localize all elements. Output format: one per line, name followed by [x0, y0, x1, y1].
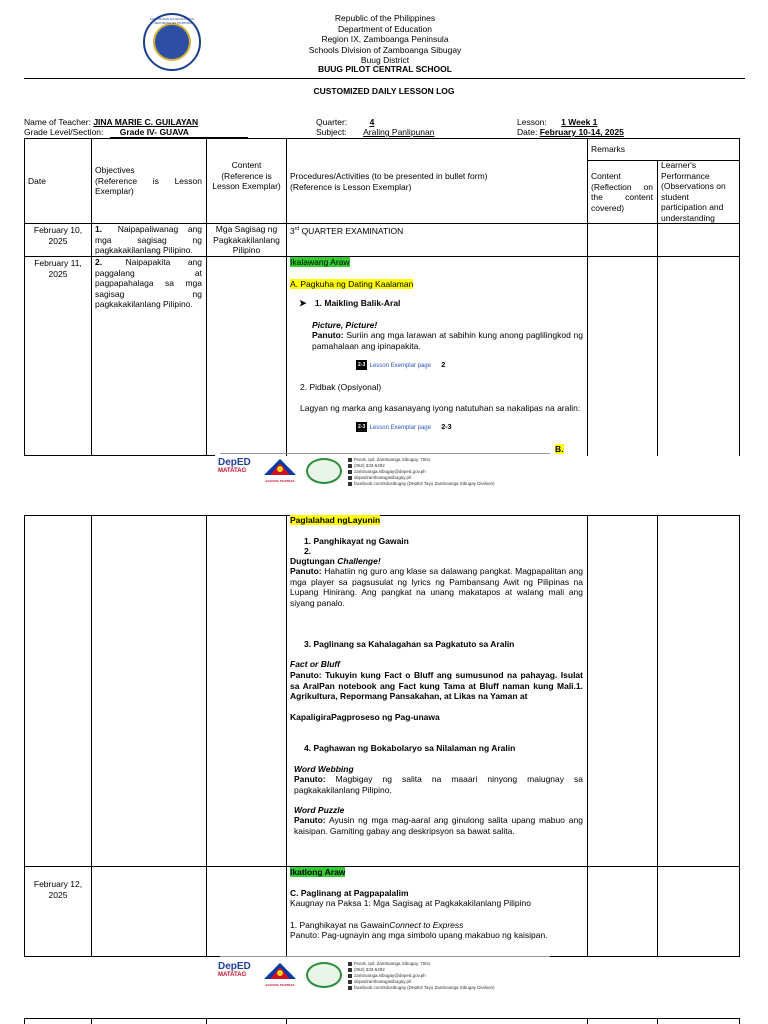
item-1-heading-text: 1. Maikling Balik-Aral	[314, 298, 401, 308]
item-1-heading	[299, 298, 400, 309]
exemplar-badge-2: 2-3	[356, 422, 367, 433]
page-2-top	[24, 515, 739, 516]
section-c-subtitle: Kaugnay na Paksa 1: Mga Sagisag at Pagkakakilanlang Pilipino	[290, 898, 531, 908]
challenge-word: Challenge!	[337, 556, 381, 566]
header-line-4: Schools Division of Zamboanga Sibugay	[308, 44, 462, 55]
p3-col-line-1	[24, 1018, 25, 1024]
globe-icon	[348, 476, 352, 480]
col-line-1	[24, 138, 25, 456]
row-1-objective-number: 1.	[95, 224, 103, 234]
exemplar-link-1[interactable]: Lesson Exemplar page	[369, 363, 431, 369]
location-icon	[348, 458, 352, 462]
p3-col-line-3	[206, 1018, 207, 1024]
subject-info	[316, 127, 434, 137]
col-header-learner-performance: Learner's Performance (Observations on student participation and understanding	[661, 160, 726, 223]
p2-col-line-6	[657, 515, 658, 957]
exemplar-page-2: 2-3	[441, 424, 452, 431]
footer-1-rule	[220, 453, 550, 454]
row-2-objective-number: 2.	[95, 257, 103, 267]
exemplar-page-1: 2	[441, 362, 446, 369]
col-header-objectives: Objectives (Reference is Lesson Exemplar)	[95, 165, 202, 196]
b-item-1: 1. Panghikayat ng Gawain	[304, 536, 409, 546]
footer-2-address-text: Purok, Ipil, Zamboanga Sibugay, 7001	[354, 961, 431, 966]
row-1-proc-num: 3	[290, 225, 295, 236]
col-header-procedures: Procedures/Activities (to be presented in bullet form) (Reference is Lesson Exemplar)	[290, 171, 488, 192]
section-b-marker	[555, 444, 564, 455]
fact-or-bluff-panuto: Panuto:	[290, 670, 322, 680]
word-webbing-title: Word Webbing	[294, 764, 354, 774]
subject-value: Araling Panlipunan	[363, 127, 435, 137]
teacher-value: JINA MARIE C. GUILAYAN	[93, 117, 199, 127]
col-line-6	[657, 160, 658, 456]
footer-1-division-seal	[306, 458, 342, 484]
location-icon	[348, 962, 352, 966]
p2-col-line-7	[739, 515, 740, 957]
c-item-1-italic: Connect to Express	[389, 920, 464, 930]
section-a-highlight: A. Pagkuha ng Dating Kaalaman	[290, 279, 414, 289]
word-webbing-desc	[294, 774, 583, 795]
facebook-icon	[348, 482, 352, 486]
day-2-highlight: Ikalawang Araw	[290, 257, 350, 267]
footer-2-phone-text: (062) 333-5492	[354, 967, 385, 972]
lesson-info	[517, 117, 601, 127]
row-1-content: Mga Sagisag ng Pagkakakilanlang Pilipino	[213, 224, 280, 255]
c-panuto: Panuto: Pag-ugnayin ang mga simbolo upang makabuo ng kaisipan.	[290, 930, 548, 940]
grade-info	[24, 127, 189, 137]
deped-seal-center	[153, 23, 191, 61]
panuto-label: Panuto:	[312, 330, 344, 340]
footer-2-division-seal	[306, 962, 342, 988]
footer-1-website-text[interactable]: depedzamboangasibugay.ph	[354, 475, 412, 480]
p3-col-line-2	[91, 1018, 92, 1024]
word-puzzle-panuto: Panuto:	[294, 815, 326, 825]
header-line-1: Republic of the Philippines	[334, 13, 436, 23]
header-line-5: Buug District	[360, 55, 410, 65]
footer-1-email-text[interactable]: zamboanga.sibugay@deped.gov.ph	[354, 469, 426, 474]
quarter-label: Quarter:	[316, 117, 348, 127]
footer-2-bagong-text: BAGONG PILIPINAS	[265, 983, 295, 987]
school-name: BUUG PILOT CENTRAL SCHOOL	[318, 64, 452, 74]
col-line-3	[206, 138, 207, 456]
day-2-label	[290, 257, 350, 268]
col-line-2	[91, 138, 92, 456]
row-1-objective	[95, 224, 202, 256]
footer-2-deped-logo	[218, 962, 258, 988]
dugtungan-desc	[290, 566, 583, 608]
footer-1-address-text: Purok, Ipil, Zamboanga Sibugay, 7001	[354, 457, 431, 462]
footer-1-deped-logo	[218, 458, 258, 484]
footer-1-phone-text: (062) 333-5492	[354, 463, 385, 468]
bagong-pilipinas-emblem-icon	[262, 457, 298, 477]
dugtungan-word: Dugtungan	[290, 556, 335, 566]
deped-seal-lettering: KAGAWARAN NG EDUKASYON · REPUBLIKA NG PILIPINAS	[149, 17, 195, 25]
footer-1-bagong-pilipinas-logo	[262, 457, 298, 485]
header-line-3: Region IX, Zamboanga Peninsula	[321, 34, 449, 44]
b-item-4: 4. Paghawan ng Bokabolaryo sa Nilalaman ng Aralin	[304, 743, 516, 753]
p2-col-line-2	[91, 515, 92, 957]
c-item-1-text: 1. Panghikayat na Gawain	[290, 920, 390, 930]
footer-2-matatag-text: MATATAG	[218, 972, 247, 978]
page-3-top	[24, 1018, 739, 1019]
row-2-bottom-left	[24, 455, 215, 456]
row-1-proc-text: QUARTER EXAMINATION	[301, 225, 404, 236]
dugtungan-text: Hahatiin ng guro ang klase sa dalawang pangkat. Magpapalitan ang mga player sa pagsusulat ng lyrics ng Pambansang Awit ng Pilipinas na Lupang Hinirang. Ang pangkat na unang makatapos at walang mali ang siyang panalo.	[290, 566, 583, 608]
grade-value: Grade IV- GUAVA	[119, 127, 189, 137]
header-divider	[24, 78, 745, 79]
p3-col-line-7	[739, 1018, 740, 1024]
section-b-title-text: Paglalahad ngLayunin	[290, 515, 381, 525]
day-3-label	[290, 867, 345, 878]
table-border-top	[24, 138, 739, 139]
footer-2-rule	[220, 956, 550, 957]
grade-label: Grade Level/Section:	[24, 127, 104, 137]
exemplar-link-2[interactable]: Lesson Exemplar page	[369, 425, 431, 431]
p3-col-line-6	[657, 1018, 658, 1024]
word-puzzle-desc	[294, 815, 583, 836]
footer-2-contacts	[348, 961, 495, 991]
date-info	[517, 127, 624, 137]
footer-2-email-text[interactable]: zamboanga.sibugay@deped.gov.ph	[354, 973, 426, 978]
email-icon	[348, 974, 352, 978]
p2-col-line-3	[206, 515, 207, 957]
day-3-highlight: Ikatlong Araw	[290, 867, 346, 877]
col-header-remarks-content: Content (Reflection on the content covered)	[591, 171, 653, 213]
b-item-2: 2.	[304, 546, 312, 556]
word-puzzle-title: Word Puzzle	[294, 805, 345, 815]
footer-1-bagong-text: BAGONG PILIPINAS	[265, 479, 295, 483]
col-line-4	[286, 138, 287, 456]
footer-2-facebook	[348, 985, 495, 991]
footer-1-matatag-text: MATATAG	[218, 468, 247, 474]
exemplar-ref-1	[356, 359, 445, 372]
p3-col-line-5	[587, 1018, 588, 1024]
picture-activity-desc	[312, 330, 583, 351]
page-2-row-divider	[24, 866, 739, 867]
col-line-7	[739, 138, 740, 456]
b-item-3: 3. Paglinang sa Kahalagahan sa Pagkatuto sa Aralin	[304, 639, 515, 649]
row-2-objective-text: Naipapakita ang paggalang at pagpapahalaga sa mga sagisag ng pagkakakilanlang Pilipino.	[95, 257, 202, 309]
col-header-date: Date	[28, 176, 46, 186]
footer-2-deped-text: DepED	[218, 961, 251, 972]
p2-col-line-5	[587, 515, 588, 957]
lesson-value: 1 Week 1	[561, 117, 598, 127]
phone-icon	[348, 464, 352, 468]
phone-icon	[348, 968, 352, 972]
c-item-1	[290, 920, 463, 931]
section-b-title	[290, 515, 380, 526]
col-header-remarks: Remarks	[591, 144, 626, 154]
item-2-desc: Lagyan ng marka ang kasanayang iyong natutuhan sa nakalipas na aralin:	[300, 403, 581, 413]
dugtungan-title	[290, 556, 381, 567]
footer-2-facebook-text[interactable]: facebook.com/sdosibugay (DepEd Tayo Zamboanga Sibugay Division)	[354, 985, 495, 990]
fact-or-bluff-desc	[290, 670, 583, 702]
page-title: CUSTOMIZED DAILY LESSON LOG	[313, 86, 455, 96]
word-puzzle-text: Ayusin ng mga mag-aaral ang ginulong salita upang mabuo ang kaisipan. Gamiting gabay ang deskripsyon sa bawat salita.	[294, 815, 583, 836]
footer-1-facebook	[348, 481, 495, 487]
p2-col-line-1	[24, 515, 25, 957]
row-3-date: February 12, 2025	[33, 879, 83, 900]
date-label: Date:	[517, 127, 538, 137]
section-b-marker-text: B.	[555, 444, 564, 454]
email-icon	[348, 470, 352, 474]
date-value: February 10-14, 2025	[539, 127, 624, 137]
row-2-objective	[95, 257, 202, 310]
fact-or-bluff-title: Fact or Bluff	[290, 659, 340, 669]
teacher-info	[24, 117, 198, 127]
facebook-icon	[348, 986, 352, 990]
picture-activity-text: Suriin ang mga larawan at sabihin kung anong paglilingkod ng pamahalaan ang ipinapakita.	[312, 330, 583, 351]
teacher-label: Name of Teacher:	[24, 117, 91, 127]
item-2-heading: 2. Pidbak (Opsiyonal)	[300, 382, 382, 392]
subject-label: Subject:	[316, 127, 347, 137]
col-line-5	[587, 138, 588, 456]
fact-or-bluff-text: Tukuyin kung Fact o Bluff ang sumusunod na pahayag. Isulat sa AralPan notebook ang Fact kung Tama at Bluff naman kung Mali.1. Agrikultura, Repormang Pansakahan, at Likas na Yaman at	[290, 670, 583, 701]
footer-1-contacts	[348, 457, 495, 487]
row-2-date: February 11, 2025	[34, 258, 82, 279]
quarter-value: 4	[369, 117, 375, 127]
globe-icon	[348, 980, 352, 984]
word-webbing-panuto: Panuto:	[294, 774, 326, 784]
quarter-info	[316, 117, 386, 127]
p2-col-line-4	[286, 515, 287, 957]
row-1-proc-sup: rd	[294, 226, 300, 232]
section-a-title	[290, 279, 413, 290]
picture-activity-title: Picture, Picture!	[312, 320, 378, 330]
row-1-objective-text: Naipapaliwanag ang mga sagisag ng pagkakakilanlang Pilipino.	[95, 224, 202, 255]
fact-or-bluff-desc-2: KapaligiraPagproseso ng Pag-unawa	[290, 712, 440, 722]
arrow-bullet-icon: ➤	[299, 298, 307, 308]
exemplar-ref-2	[356, 421, 451, 434]
exemplar-badge-1: 2-3	[356, 360, 367, 371]
footer-1-facebook-text[interactable]: facebook.com/sdosibugay (DepEd Tayo Zamboanga Sibugay Division)	[354, 481, 495, 486]
section-c-title: C. Paglinang at Pagpapalalim	[290, 888, 409, 898]
footer-2-bagong-pilipinas-logo	[262, 961, 298, 989]
header-line-2: Department of Education	[337, 23, 433, 34]
dugtungan-panuto: Panuto:	[290, 566, 322, 576]
word-webbing-text: Magbigay ng salita na maaari ninyong maiugnay sa pagkakakilanlang Pilipino.	[294, 774, 583, 795]
row-1-date: February 10, 2025	[33, 225, 83, 246]
bagong-pilipinas-emblem-icon	[262, 961, 298, 981]
footer-2-website-text[interactable]: depedzamboangasibugay.ph	[354, 979, 412, 984]
footer-1-deped-text: DepED	[218, 457, 251, 468]
p3-col-line-4	[286, 1018, 287, 1024]
lesson-label: Lesson:	[517, 117, 547, 127]
row-1-procedure	[290, 224, 585, 236]
col-header-content: Content (Reference is Lesson Exemplar)	[212, 160, 281, 191]
